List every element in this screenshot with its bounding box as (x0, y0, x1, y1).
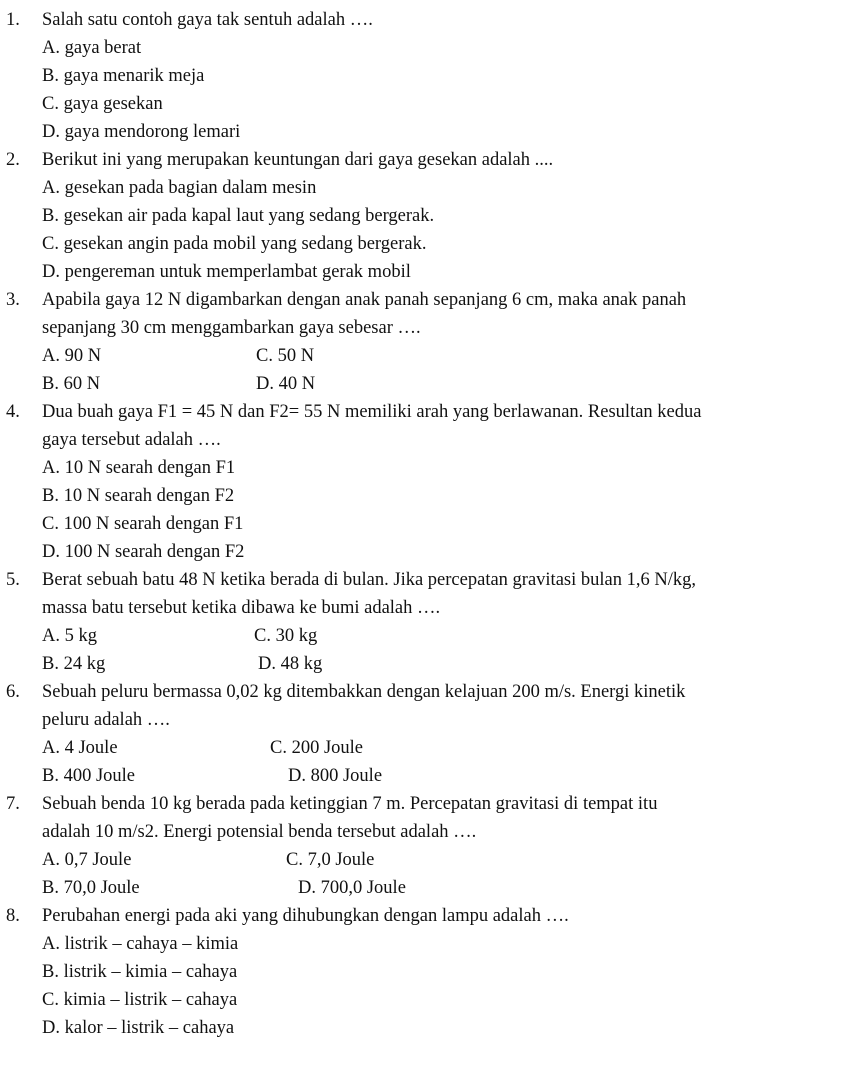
question-number: 1. (6, 10, 20, 30)
question-text-continued: gaya tersebut adalah …. (42, 430, 221, 450)
option-c: C. 7,0 Joule (286, 850, 375, 870)
option-c: C. 100 N searah dengan F1 (42, 514, 244, 534)
question-number: 7. (6, 794, 20, 814)
question-text: Sebuah benda 10 kg berada pada ketinggian 7 m. Percepatan gravitasi di tempat itu (42, 794, 658, 814)
option-a: A. 4 Joule (42, 738, 118, 758)
question-text: Berikut ini yang merupakan keuntungan dari gaya gesekan adalah .... (42, 150, 554, 170)
option-a: A. 10 N searah dengan F1 (42, 458, 236, 478)
option-d: D. 800 Joule (288, 766, 383, 786)
option-d: D. 100 N searah dengan F2 (42, 542, 245, 562)
option-d: D. pengereman untuk memperlambat gerak mobil (42, 262, 411, 282)
question-number: 8. (6, 906, 20, 926)
question-text-continued: adalah 10 m/s2. Energi potensial benda tersebut adalah …. (42, 822, 477, 842)
question-text: Dua buah gaya F1 = 45 N dan F2= 55 N memiliki arah yang berlawanan. Resultan kedua (42, 402, 702, 422)
question-number: 3. (6, 290, 20, 310)
option-d: D. 48 kg (258, 654, 323, 674)
option-c: C. 200 Joule (270, 738, 364, 758)
question-text: Sebuah peluru bermassa 0,02 kg ditembakkan dengan kelajuan 200 m/s. Energi kinetik (42, 682, 686, 702)
question-text: Perubahan energi pada aki yang dihubungkan dengan lampu adalah …. (42, 906, 569, 926)
option-a: A. 90 N (42, 346, 102, 366)
question-text: Salah satu contoh gaya tak sentuh adalah …. (42, 10, 373, 30)
question-6 (0, 678, 844, 790)
question-number: 4. (6, 402, 20, 422)
question-number: 6. (6, 682, 20, 702)
question-1 (0, 6, 844, 146)
option-d: D. 40 N (256, 374, 316, 394)
option-c: C. kimia – listrik – cahaya (42, 990, 238, 1010)
question-8 (0, 902, 844, 1042)
option-b: B. gaya menarik meja (42, 66, 205, 86)
option-a: A. 5 kg (42, 626, 97, 646)
question-3 (0, 286, 844, 398)
option-c: C. 50 N (256, 346, 315, 366)
option-a: A. listrik – cahaya – kimia (42, 934, 239, 954)
question-text-continued: peluru adalah …. (42, 710, 170, 730)
option-c: C. gesekan angin pada mobil yang sedang bergerak. (42, 234, 427, 254)
option-a: A. gesekan pada bagian dalam mesin (42, 178, 317, 198)
option-d: D. 700,0 Joule (298, 878, 406, 898)
option-c: C. gaya gesekan (42, 94, 163, 114)
option-b: B. gesekan air pada kapal laut yang sedang bergerak. (42, 206, 435, 226)
question-5 (0, 566, 844, 678)
question-text-continued: massa batu tersebut ketika dibawa ke bumi adalah …. (42, 598, 441, 618)
option-b: B. 60 N (42, 374, 101, 394)
option-c: C. 30 kg (254, 626, 318, 646)
question-2 (0, 146, 844, 286)
question-text-continued: sepanjang 30 cm menggambarkan gaya sebesar …. (42, 318, 421, 338)
option-a: A. 0,7 Joule (42, 850, 132, 870)
option-a: A. gaya berat (42, 38, 142, 58)
question-number: 5. (6, 570, 20, 590)
question-text: Apabila gaya 12 N digambarkan dengan anak panah sepanjang 6 cm, maka anak panah (42, 290, 687, 310)
question-text: Berat sebuah batu 48 N ketika berada di bulan. Jika percepatan gravitasi bulan 1,6 N/kg, (42, 570, 696, 590)
option-b: B. listrik – kimia – cahaya (42, 962, 238, 982)
question-number: 2. (6, 150, 20, 170)
question-4 (0, 398, 844, 566)
option-b: B. 400 Joule (42, 766, 136, 786)
question-7 (0, 790, 844, 902)
option-b: B. 10 N searah dengan F2 (42, 486, 235, 506)
option-d: D. kalor – listrik – cahaya (42, 1018, 235, 1038)
option-d: D. gaya mendorong lemari (42, 122, 241, 142)
option-b: B. 70,0 Joule (42, 878, 140, 898)
option-b: B. 24 kg (42, 654, 106, 674)
